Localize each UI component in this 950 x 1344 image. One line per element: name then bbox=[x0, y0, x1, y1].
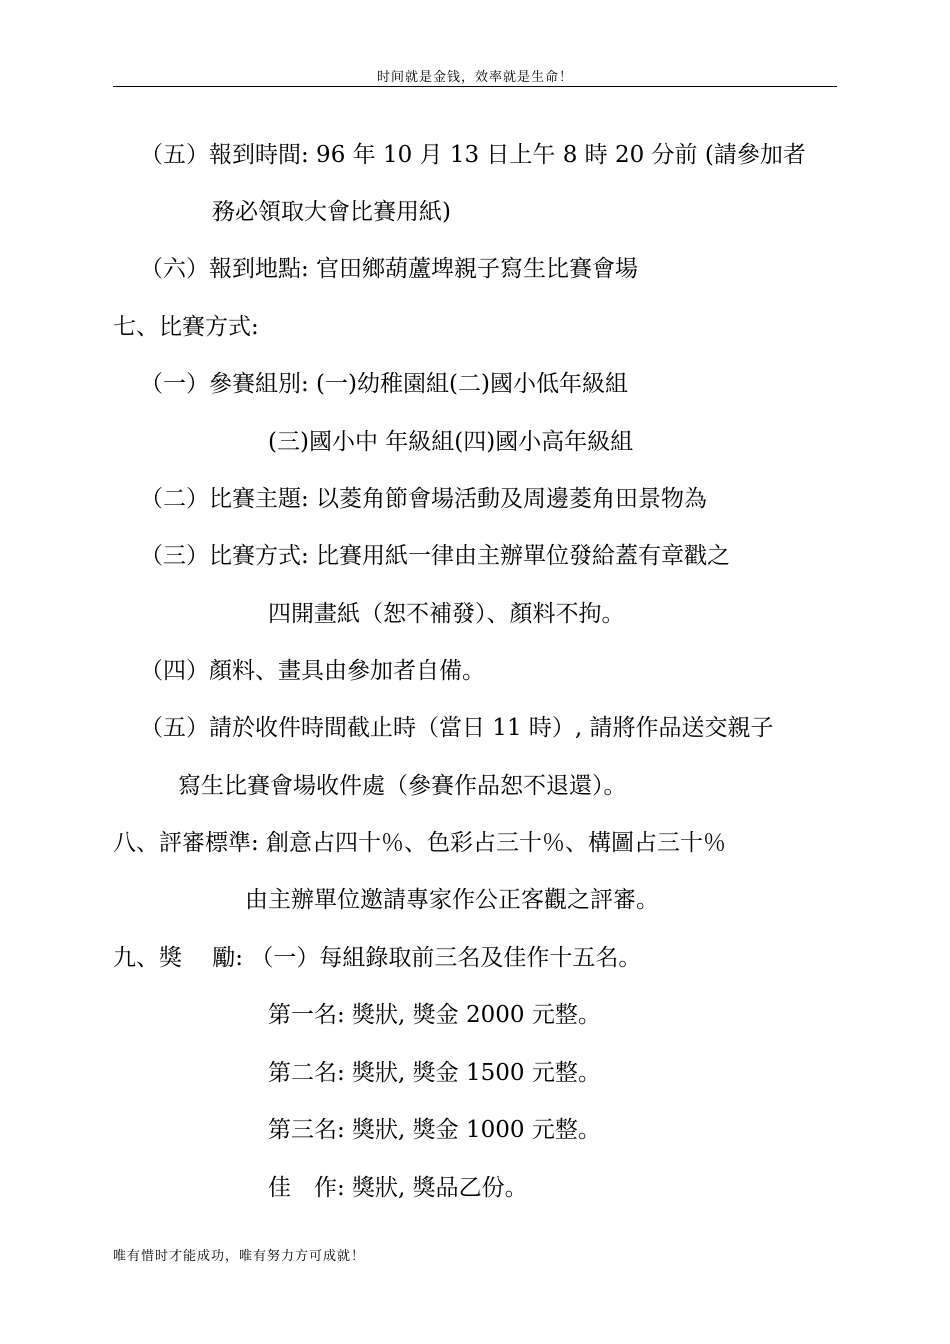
page-header: 时间就是金钱，效率就是生命！ bbox=[376, 70, 573, 85]
text-line-registration-place: （六）報到地點: 官田鄉葫蘆埤親子寫生比賽會場 bbox=[140, 256, 639, 282]
text-line-registration-time: （五）報到時間: 96 年 10 月 13 日上午 8 時 20 分前 (請參加者 bbox=[140, 142, 806, 168]
text-line-method-cont: 四開畫紙（恕不補發）、顏料不拘。 bbox=[268, 601, 625, 627]
text-line-submission: （五）請於收件時間截止時（當日 11 時）, 請將作品送交親子 bbox=[140, 715, 774, 741]
text-line-method: （三）比賽方式: 比賽用紙一律由主辦單位發給蓋有章戳之 bbox=[140, 543, 731, 569]
text-line-honorable-mention: 佳 作: 獎狀, 獎品乙份。 bbox=[268, 1175, 528, 1201]
text-line-third-prize: 第三名: 獎狀, 獎金 1000 元整。 bbox=[268, 1117, 601, 1143]
text-line-second-prize: 第二名: 獎狀, 獎金 1500 元整。 bbox=[268, 1060, 601, 1086]
section-heading-awards: 九、獎 勵: （一）每組錄取前三名及佳作十五名。 bbox=[113, 945, 642, 971]
text-line-groups: （一）參賽組別: (一)幼稚園組(二)國小低年級組 bbox=[140, 371, 628, 397]
text-line-materials: （四）顏料、畫具由參加者自備。 bbox=[140, 658, 485, 684]
text-line-theme: （二）比賽主題: 以菱角節會場活動及周邊菱角田景物為 bbox=[140, 486, 708, 512]
header-divider bbox=[113, 86, 837, 87]
text-line-groups-cont: (三)國小中 年級組(四)國小高年級組 bbox=[268, 429, 634, 455]
section-heading-competition-format: 七、比賽方式: bbox=[113, 314, 259, 340]
section-heading-judging-criteria: 八、評審標準: 創意占四十％、色彩占三十％、構圖占三十％ bbox=[113, 830, 727, 856]
text-line-judging-cont: 由主辦單位邀請專家作公正客觀之評審。 bbox=[245, 887, 659, 913]
text-line-first-prize: 第一名: 獎狀, 獎金 2000 元整。 bbox=[268, 1002, 601, 1028]
text-line-submission-cont: 寫生比賽會場收件處（參賽作品恕不退還）。 bbox=[178, 773, 627, 799]
text-line-registration-time-cont: 務必領取大會比賽用紙) bbox=[212, 199, 451, 225]
page-footer: 唯有惜时才能成功，唯有努力方可成就！ bbox=[113, 1249, 366, 1264]
